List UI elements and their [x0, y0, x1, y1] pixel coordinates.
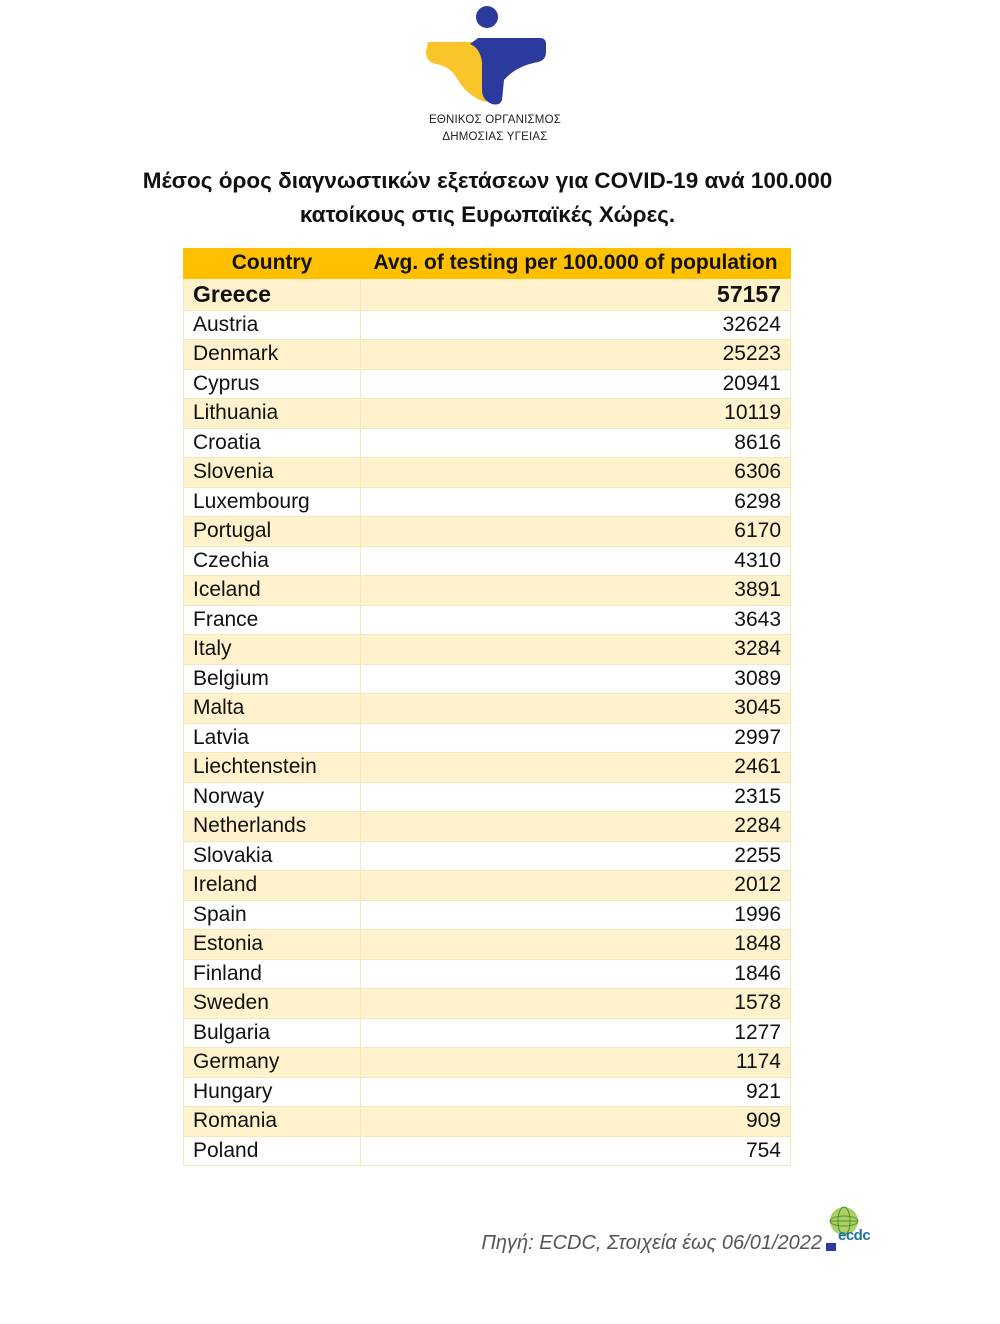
value-cell: 1174 [361, 1048, 791, 1078]
table-row [184, 812, 791, 842]
country-cell: Belgium [184, 664, 361, 694]
table-row [184, 1048, 791, 1078]
country-cell: Austria [184, 310, 361, 340]
eody-logo-icon [420, 4, 570, 114]
org-name-line1: ΕΘΝΙΚΟΣ ΟΡΓΑΝΙΣΜΟΣ [428, 114, 562, 126]
value-cell: 2315 [361, 782, 791, 812]
table-row [184, 753, 791, 783]
source-note: Πηγή: ECDC, Στοιχεία έως 06/01/2022 [481, 1232, 822, 1254]
title-line2: κατοίκους στις Ευρωπαϊκές Χώρες. [299, 202, 676, 227]
country-cell: Italy [184, 635, 361, 665]
value-cell: 25223 [361, 340, 791, 370]
value-cell: 3045 [361, 694, 791, 724]
value-cell: 3643 [361, 605, 791, 635]
value-cell: 1848 [361, 930, 791, 960]
value-cell: 10119 [361, 399, 791, 429]
country-cell: Bulgaria [184, 1018, 361, 1048]
table-row [184, 546, 791, 576]
value-cell: 6306 [361, 458, 791, 488]
org-name-line2: ΔΗΜΟΣΙΑΣ ΥΓΕΙΑΣ [442, 131, 548, 143]
table-row [184, 1018, 791, 1048]
country-cell: Netherlands [184, 812, 361, 842]
table-row [184, 278, 791, 310]
value-cell: 57157 [361, 278, 791, 310]
country-cell: Slovenia [184, 458, 361, 488]
value-cell: 20941 [361, 369, 791, 399]
value-cell: 1846 [361, 959, 791, 989]
country-cell: Latvia [184, 723, 361, 753]
country-cell: Liechtenstein [184, 753, 361, 783]
country-cell: Sweden [184, 989, 361, 1019]
value-cell: 4310 [361, 546, 791, 576]
country-cell: Norway [184, 782, 361, 812]
ecdc-logo-text: ecdc [838, 1227, 871, 1244]
value-cell: 1277 [361, 1018, 791, 1048]
country-cell: Luxembourg [184, 487, 361, 517]
table-row [184, 605, 791, 635]
country-cell: Czechia [184, 546, 361, 576]
table-row [184, 310, 791, 340]
country-cell: Croatia [184, 428, 361, 458]
title-line1: Μέσος όρος διαγνωστικών εξετάσεων για COVID-19 ανά 100.000 [142, 168, 833, 193]
country-cell: France [184, 605, 361, 635]
value-cell: 6298 [361, 487, 791, 517]
value-cell: 1578 [361, 989, 791, 1019]
value-cell: 2255 [361, 841, 791, 871]
table-row [184, 399, 791, 429]
table-row [184, 782, 791, 812]
country-cell: Finland [184, 959, 361, 989]
value-cell: 2461 [361, 753, 791, 783]
page-title [60, 164, 915, 232]
table-row [184, 340, 791, 370]
table-row [184, 1107, 791, 1137]
table-body [184, 278, 791, 1166]
value-cell: 3891 [361, 576, 791, 606]
header-country: Country [184, 249, 361, 279]
country-cell: Ireland [184, 871, 361, 901]
table-header-row [184, 249, 791, 279]
table-row [184, 959, 791, 989]
value-cell: 3284 [361, 635, 791, 665]
table-row [184, 517, 791, 547]
table-row [184, 1136, 791, 1166]
table-row [184, 900, 791, 930]
country-cell: Denmark [184, 340, 361, 370]
value-cell: 1996 [361, 900, 791, 930]
value-cell: 2012 [361, 871, 791, 901]
table-row [184, 841, 791, 871]
table-row [184, 694, 791, 724]
eody-logo [420, 4, 570, 144]
country-cell: Portugal [184, 517, 361, 547]
country-cell: Romania [184, 1107, 361, 1137]
country-cell: Malta [184, 694, 361, 724]
table-row [184, 871, 791, 901]
table-row [184, 369, 791, 399]
table-row [184, 989, 791, 1019]
table-row [184, 428, 791, 458]
value-cell: 32624 [361, 310, 791, 340]
country-cell: Germany [184, 1048, 361, 1078]
table-row [184, 930, 791, 960]
value-cell: 909 [361, 1107, 791, 1137]
table-row [184, 723, 791, 753]
value-cell: 6170 [361, 517, 791, 547]
value-cell: 754 [361, 1136, 791, 1166]
table-row [184, 487, 791, 517]
value-cell: 2284 [361, 812, 791, 842]
table-row [184, 1077, 791, 1107]
testing-table [183, 248, 791, 1166]
country-cell: Hungary [184, 1077, 361, 1107]
table-row [184, 635, 791, 665]
country-cell: Greece [184, 278, 361, 310]
table-row [184, 576, 791, 606]
country-cell: Estonia [184, 930, 361, 960]
table-row [184, 664, 791, 694]
table-row [184, 458, 791, 488]
country-cell: Slovakia [184, 841, 361, 871]
country-cell: Poland [184, 1136, 361, 1166]
value-cell: 921 [361, 1077, 791, 1107]
header-avg-testing: Avg. of testing per 100.000 of population [361, 249, 791, 279]
value-cell: 8616 [361, 428, 791, 458]
value-cell: 2997 [361, 723, 791, 753]
country-cell: Spain [184, 900, 361, 930]
country-cell: Lithuania [184, 399, 361, 429]
country-cell: Iceland [184, 576, 361, 606]
value-cell: 3089 [361, 664, 791, 694]
ecdc-logo [826, 1205, 882, 1257]
country-cell: Cyprus [184, 369, 361, 399]
